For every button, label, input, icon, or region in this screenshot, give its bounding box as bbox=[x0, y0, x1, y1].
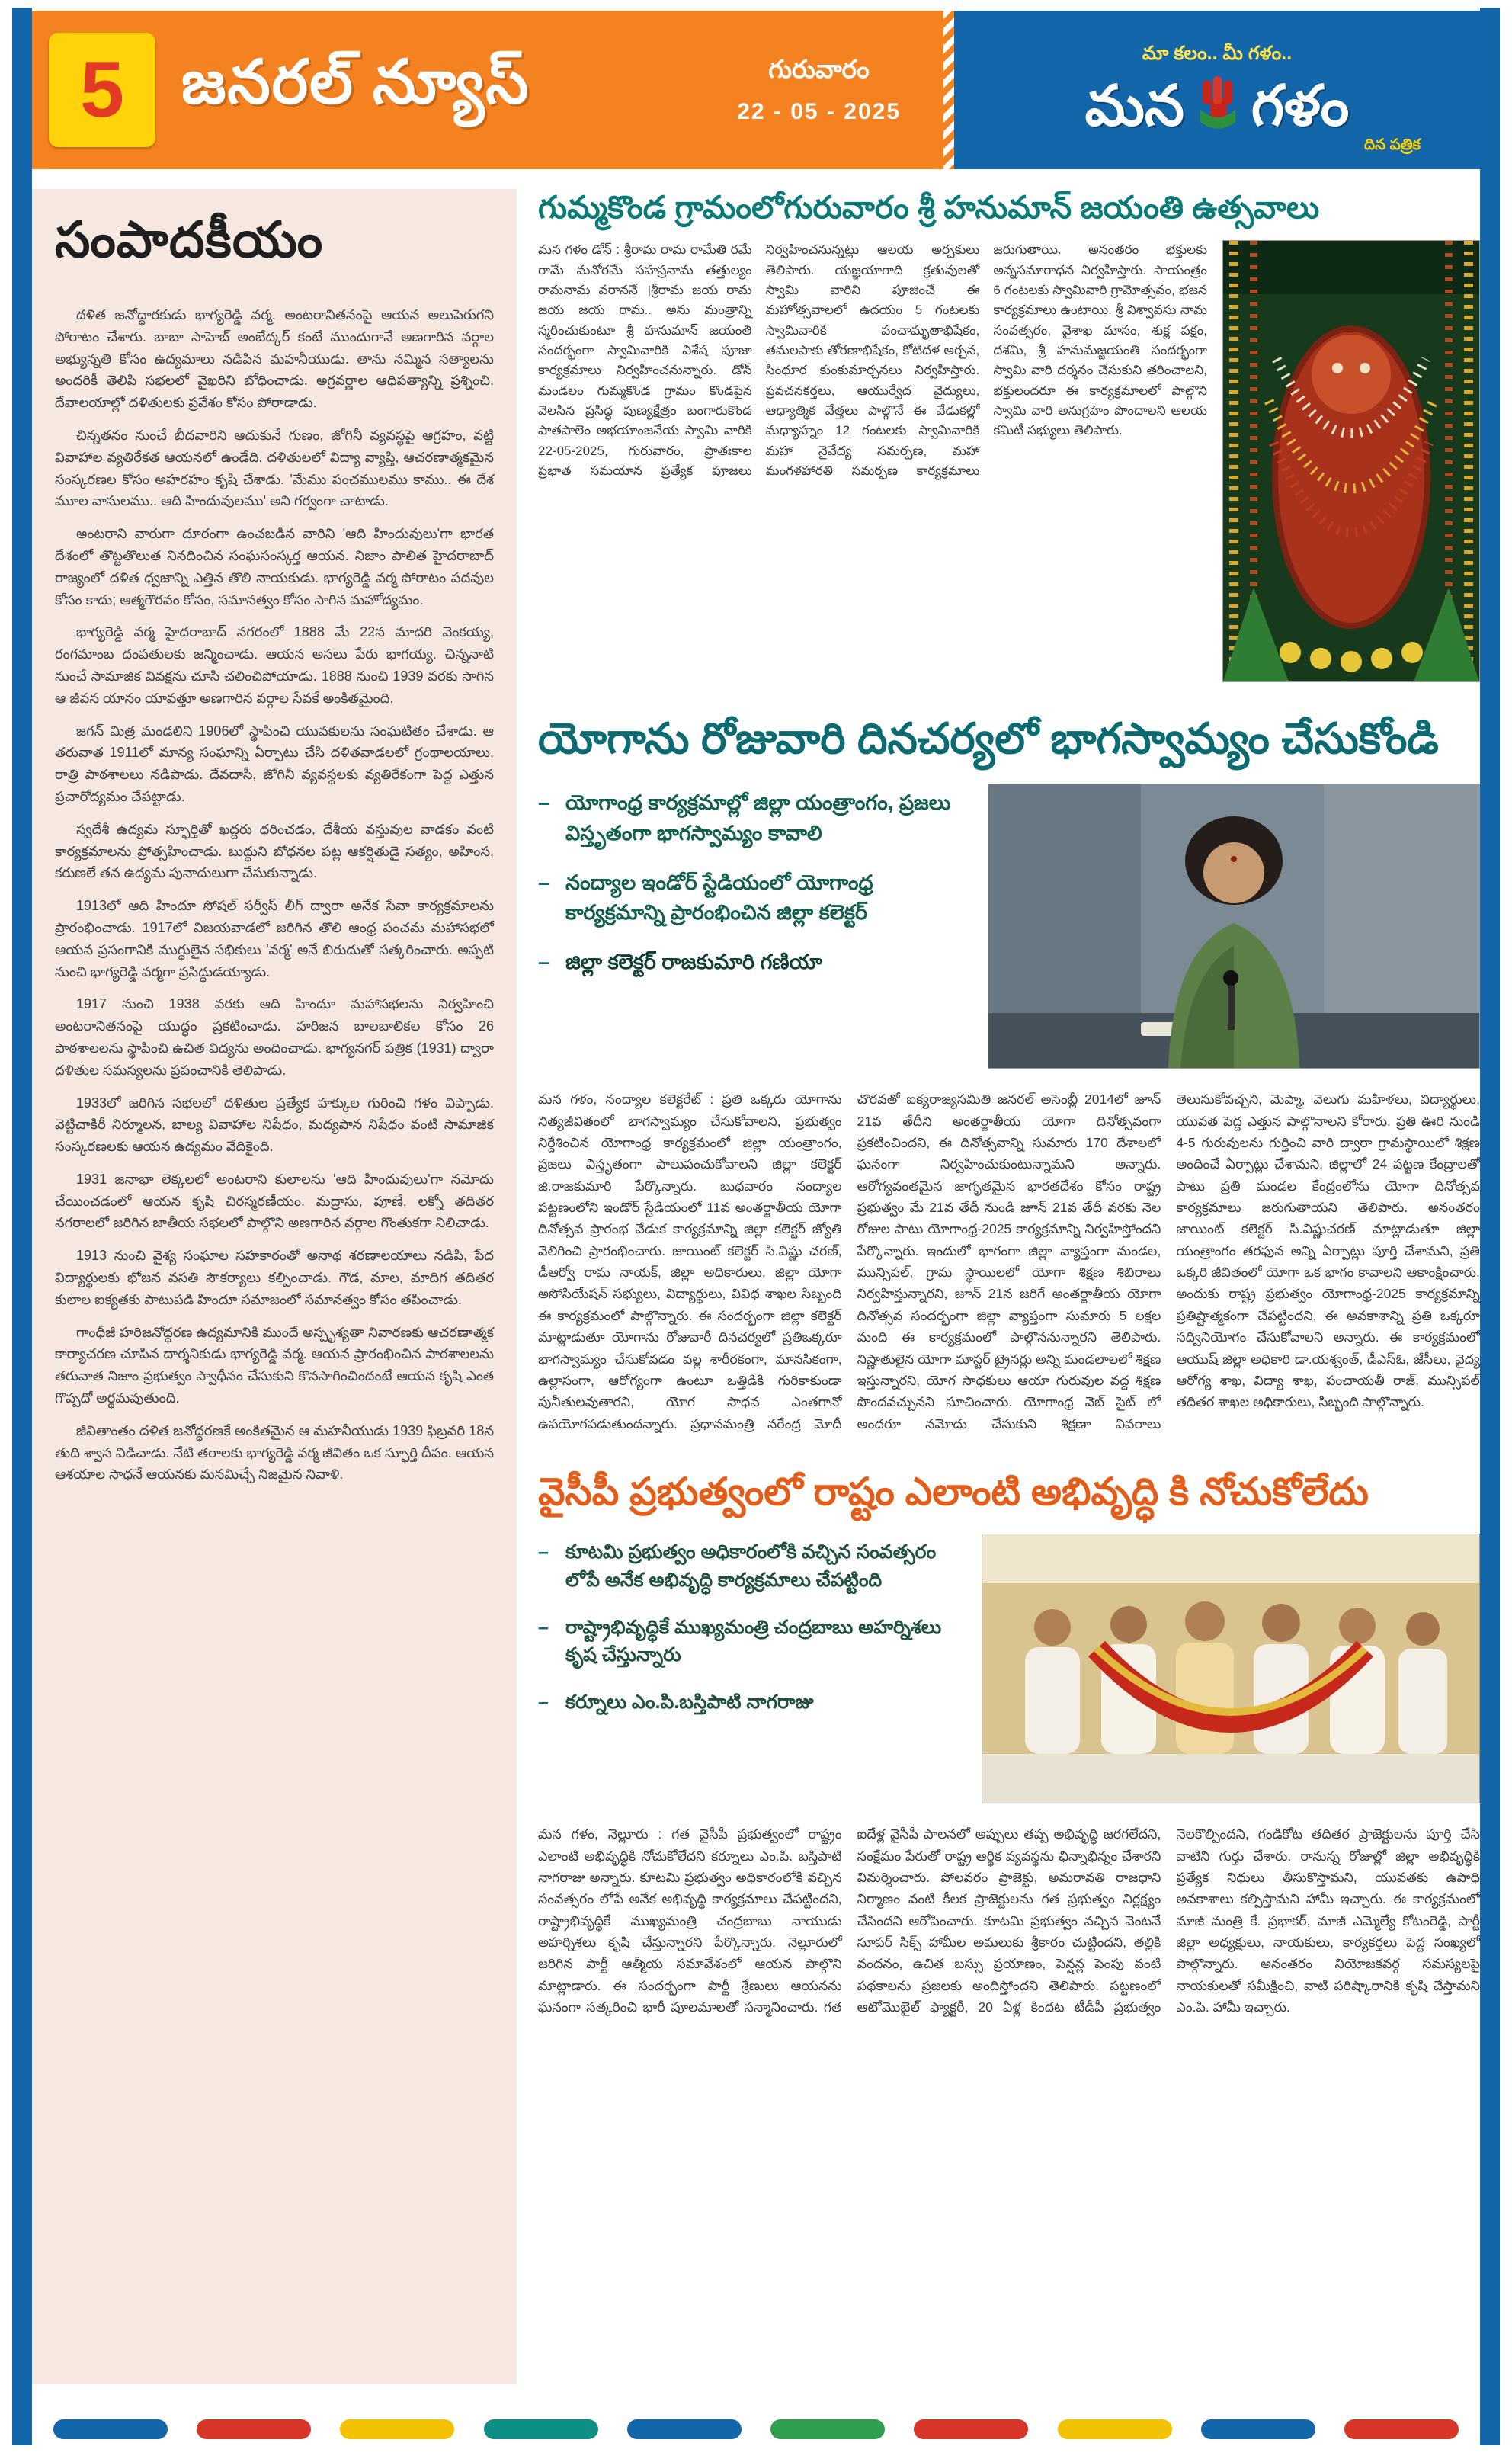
logo-word-left: మన bbox=[1084, 73, 1184, 137]
paragraph: దళిత జనోద్ధారకుడు భాగ్యరెడ్డి వర్మ. అంటరానితనంపై ఆయన అలుపెరుగని పోరాటం చేశారు. బాబా సాహెబ్ అంబేద్కర్ కంటే ముందుగానే అణగారిన వర్గాల అభ్యున్నతి కోసం ఉద్యమాలు నడిపిన మహనీయుడు. తాను నమ్మిన సత్యాలను అందరికీ తెలిపి సభలలో వైఖరిని బోధించాడు. అగ్రవర్ణాల ఆధిపత్యాన్ని ప్రశ్నించి, దేవాలయాల్లో దళితులకు ప్రవేశం కోసం పోరాడాడు. bbox=[55, 307, 494, 411]
masthead-date bbox=[737, 55, 901, 125]
article2-headline: యోగాను రోజువారి దినచర్యలో భాగస్వామ్యం చేసుకోండి bbox=[538, 714, 1439, 763]
article3-bullets bbox=[538, 1538, 963, 1736]
paragraph: 1933లో జరిగిన సభలలో దళితుల ప్రత్యేక హక్కుల గురించి గళం విప్పాడు. వెట్టిచాకిరీ నిర్మూలన, బాల్య వివాహాల నిషేధం, మద్యపాన నిషేధం వంటి సామాజిక సంస్కరణలకు ఆయన ఉద్యమం వేదికైంది. bbox=[55, 1095, 494, 1155]
footer-pill bbox=[770, 2419, 885, 2439]
paragraph: గాంధీజీ హరిజనోద్ధరణ ఉద్యమానికి ముందే అస్పృశ్యతా నివారణకు ఆచరణాత్మక కార్యాచరణ చూపిన దార్శనికుడు భాగ్యరెడ్డి వర్మ. ఆయన ప్రారంభించిన పాఠశాలలను తరువాత నిజాం ప్రభుత్వం స్వాధీనం చేసుకుని కొనసాగించిందంటే ఆయన కృషి ఎంత గొప్పదో అర్థమవుతుంది. bbox=[55, 1324, 494, 1406]
article-ycp-criticism bbox=[538, 1468, 1480, 2018]
article-hanuman-jayanti bbox=[538, 189, 1480, 682]
article1-headline: గుమ్మకొండ గ్రామంలోగురువారం శ్రీ హనుమాన్ జయంతి ఉత్సవాలు bbox=[538, 190, 1320, 225]
paragraph: జీవితాంతం దళిత జనోద్ధరణకే అంకితమైన ఆ మహనీయుడు 1939 ఫిబ్రవరి 18న తుది శ్వాస విడిచాడు. నేటి తరాలకు భాగ్యరెడ్డి వర్మ జీవితం ఒక స్ఫూర్తి దీపం. ఆయన ఆశయాల సాధనే ఆయనకు మనమిచ్చే నిజమైన నివాళి. bbox=[55, 1422, 494, 1483]
footer-pill bbox=[1344, 2419, 1459, 2439]
paragraph: 1913లో ఆది హిందూ సోషల్ సర్వీస్ లీగ్ ద్వారా అనేక సేవా కార్యక్రమాలను ప్రారంభించాడు. 1917లో విజయవాడలో జరిగిన తొలి ఆంధ్ర పంచమ మహాసభలో ఆయన ప్రసంగానికి ముగ్ధులైన సభికులు 'వర్మ' అనే బిరుదుతో సత్కరించారు. అప్పటి నుంచి భాగ్యరెడ్డి వర్మగా ప్రసిద్ధుడయ్యాడు. bbox=[55, 898, 494, 979]
footer-pill bbox=[1058, 2419, 1172, 2439]
paragraph: జగన్ మిత్ర మండలిని 1906లో స్థాపించి యువకులను సంఘటితం చేశాడు. ఆ తరువాత 1911లో మాన్య సంఘాన్ని ఏర్పాటు చేసి దళితవాడలలో గ్రంథాలయాలు, రాత్రి పాఠశాలలు నడిపాడు. దేవదాసీ, జోగినీ వ్యవస్థలకు వ్యతిరేకంగా పెద్ద ఎత్తున ప్రచారోద్యమం చేపట్టాడు. bbox=[55, 723, 494, 804]
bullet-item: – కూటమి ప్రభుత్వం అధికారంలోకి వచ్చిన సంవత్సరం లోపే అనేక అభివృద్ధి కార్యక్రమాలు చేపట్టింది bbox=[538, 1538, 963, 1594]
bullet-item: – రాష్ట్రాభివృద్ధికే ముఖ్యమంత్రి చంద్రబాబు అహర్నిశలు కృష చేస్తున్నారు bbox=[538, 1614, 963, 1669]
editorial-heading: సంపాదకీయం bbox=[55, 211, 324, 268]
paragraph: 1913 నుంచి వైశ్య సంఘాల సహకారంతో అనాథ శరణాలయాలు నడిపి, పేద విద్యార్థులకు భోజన వసతి సౌకర్యాలు కల్పించాడు. గౌడ, మాల, మాదిగ తదితర కులాల ఐక్యతకు పాటుపడి హిందూ సమాజంలో సమానత్వం కోసం తపించాడు. bbox=[55, 1248, 494, 1307]
right-border-bar bbox=[1480, 8, 1500, 2445]
article2-bullets bbox=[538, 788, 969, 997]
district-collector-photo bbox=[988, 784, 1480, 1069]
article1-body: మన గళం డోన్ : శ్రీరామ రామ రామేతి రమే రామే మనోరమే సహస్రనామ తత్తుల్యం రామనామ వరాననే ।శ్రీరామ జయ రామ జయ జయ రామ.. అను మంత్రాన్ని స్మరించుకుంటూ శ్రీ హనుమాన్ జయంతి సందర్భంగా స్వామివారికి విశేష పూజా కార్యక్రమాలు నిర్వహించనున్నారు. డోన్ మండలం గుమ్మకొండ గ్రామం కొండపైన వెలసిన ప్రసిద్ధ పుణ్యక్షేత్రం బంగారుకొండ పాతపాలెం అభయాంజనేయ స్వామి వారికి 22-05-2025, గురువారం, ప్రాతఃకాల ప్రభాత సమయాన ప్రత్యేక పూజలు నిర్వహించనున్నట్లు ఆలయ అర్చకులు తెలిపారు. యజ్ఞయాగాది క్రతువులతో స్వామి వారిని పూజించే ఈ మహోత్సవాలలో ఉదయం 5 గంటలకు స్వామివారికి పంచామృతాభిషేకం, తమలపాకు తోరణాభిషేకం, కోటిదళ అర్చన, సింధూర కుంకుమార్చనలు నిర్వహిస్తారు. ప్రవచనకర్తలు, ఆయుర్వేద వైద్యులు, ఆధ్యాత్మిక వేత్తలు పాల్గొనే ఈ వేడుకల్లో మధ్యాహ్నం 12 గంటలకు స్వామివారికి మహా నైవేద్య సమర్పణ, మహా మంగళహారతి సమర్పణ కార్యక్రమాలు జరుగుతాయి. అనంతరం భక్తులకు అన్నసమారాధన నిర్వహిస్తారు. సాయంత్రం 6 గంటలకు స్వామివారి గ్రామోత్సవం, భజన కార్యక్రమాలు ఉంటాయి. శ్రీ విశ్వావసు నామ సంవత్సరం, వైశాఖ మాసం, శుక్ల పక్షం, దశమి, శ్రీ హనుమజ్జయంతి సందర్భంగా స్వామి వారి దర్శనం చేసుకుని తరించాలని, భక్తులందరూ ఈ కార్యక్రమాలలో పాల్గొని స్వామి వారి అనుగ్రహం పొందాలని ఆలయ కమిటీ సభ్యులు తెలిపారు. bbox=[538, 242, 1207, 478]
paragraph: అంటరాని వారుగా దూరంగా ఉంచబడిన వారిని 'ఆది హిందువులు'గా భారత దేశంలో తొట్టతొలుత నినదించిన సంఘసంస్కర్త ఆయన. నిజాం పాలిత హైదరాబాద్ రాజ్యంలో దళిత ధ్వజాన్ని ఎత్తిన తొలి నాయకుడు. భాగ్యరెడ్డి వర్మ పోరాటం పదవుల కోసం కాదు; ఆత్మగౌరవం కోసం, సమానత్వం కోసం సాగిన మహోద్యమం. bbox=[55, 526, 494, 608]
section-title: జనరల్ న్యూస్ bbox=[181, 48, 530, 116]
footer-pill bbox=[627, 2419, 742, 2439]
article3-body: మన గళం, నెల్లూరు : గత వైసీపీ ప్రభుత్వంలో రాష్ట్రం ఎలాంటి అభివృద్ధికి నోచుకోలేదని కర్నూలు ఎం.పి. బస్తిపాటి నాగరాజు అన్నారు. కూటమి ప్రభుత్వం అధికారంలోకి వచ్చిన సంవత్సరం లోపే అనేక అభివృద్ధి కార్యక్రమాలు చేపట్టిందని, రాష్ట్రాభివృద్ధికే ముఖ్యమంత్రి చంద్రబాబు నాయుడు అహర్నిశలు కృషి చేస్తున్నారని పేర్కొన్నారు. నెల్లూరులో జరిగిన పార్టీ ఆత్మీయ సమావేశంలో ఆయన పాల్గొని మాట్లాడారు. ఈ సందర్భంగా పార్టీ శ్రేణులు ఆయనను ఘనంగా సత్కరించి భారీ పూలమాలతో సన్మానించారు. గత ఐదేళ్ల వైసీపీ పాలనలో అప్పులు తప్ప అభివృద్ధి జరగలేదని, సంక్షేమం పేరుతో రాష్ట్ర ఆర్థిక వ్యవస్థను ఛిన్నాభిన్నం చేశారని విమర్శించారు. పోలవరం ప్రాజెక్టు, అమరావతి రాజధాని నిర్మాణం వంటి కీలక ప్రాజెక్టులను గత ప్రభుత్వం నిర్లక్ష్యం చేసిందని ఆరోపించారు. కూటమి ప్రభుత్వం వచ్చిన వెంటనే సూపర్ సిక్స్ హామీల అమలుకు శ్రీకారం చుట్టిందని, తల్లికి వందనం, ఉచిత బస్సు ప్రయాణం, పెన్షన్ల పెంపు వంటి పథకాలను ప్రజలకు అందిస్తోందని తెలిపారు. పట్టణంలో ఆటోమొబైల్ ఫ్యాక్టరీ, 20 ఏళ్ల కిందట టీడీపీ ప్రభుత్వం నెలకొల్పిందని, గండికోట తదితర ప్రాజెక్టులను పూర్తి చేసి వాటిని గుర్తు చేశారు. రానున్న రోజుల్లో జిల్లా అభివృద్ధికి ప్రత్యేక నిధులు తీసుకొస్తామని, యువతకు ఉపాధి అవకాశాలు కల్పిస్తామని హామీ ఇచ్చారు. ఈ కార్యక్రమంలో మాజీ మంత్రి కే. ప్రభాకర్, మాజీ ఎమ్మెల్యే కోటంరెడ్డి, పార్టీ జిల్లా అధ్యక్షులు, నాయకులు, కార్యకర్తలు పెద్ద సంఖ్యలో పాల్గొన్నారు. అనంతరం నియోజకవర్గ సమస్యలపై నాయకులతో సమీక్షించి, వాటి పరిష్కారానికి కృషి చేస్తామని ఎం.పి. హామీ ఇచ్చారు. bbox=[538, 1826, 1480, 2015]
footer-pill bbox=[484, 2419, 598, 2439]
date-label: 22 - 05 - 2025 bbox=[737, 99, 901, 124]
footer-pill bbox=[1201, 2419, 1315, 2439]
footer-pill bbox=[53, 2419, 168, 2439]
masthead-orange-band bbox=[32, 11, 943, 169]
article-yogandhra bbox=[538, 713, 1480, 1435]
weekday-label: గురువారం bbox=[768, 55, 870, 83]
hanuman-idol-photo bbox=[1222, 240, 1480, 682]
paper-logo bbox=[1085, 74, 1350, 137]
logo-word-right: గళం bbox=[1251, 73, 1350, 137]
footer-pill bbox=[914, 2419, 1028, 2439]
page-number-box bbox=[49, 33, 155, 147]
article3-headline: వైసీపీ ప్రభుత్వంలో రాష్టం ఎలాంటి అభివృద్ధి కి నోచుకోలేదు bbox=[538, 1470, 1369, 1513]
footer-pill bbox=[340, 2419, 454, 2439]
mp-felicitation-photo bbox=[982, 1534, 1480, 1803]
article2-body: మన గళం, నంద్యాల కలెక్టరేట్ : ప్రతి ఒక్కరు యోగాను నిత్యజీవితంలో భాగస్వామ్యం చేసుకోవాలని, ప్రభుత్వం నిర్దేశించిన యోగాంధ్ర కార్యక్రమంలో జిల్లా యంత్రాంగం, ప్రజలు విస్తృతంగా పాలుపంచుకోవాలని జిల్లా కలెక్టర్ జి.రాజకుమారి పేర్కొన్నారు. బుధవారం నంద్యాల పట్టణంలోని ఇండోర్ స్టేడియంలో 11వ అంతర్జాతీయ యోగా దినోత్సవ ప్రారంభ వేడుక కార్యక్రమాన్ని జిల్లా కలెక్టర్ జ్యోతి వెలిగించి ప్రారంభించారు. జాయింట్ కలెక్టర్ సి.విష్ణు చరణ్, డీఆర్వో రామ నాయక్, జిల్లా అధికారులు, జిల్లా యోగా అసోసియేషన్ సభ్యులు, విద్యార్థులు, వివిధ శాఖల సిబ్బంది ఈ కార్యక్రమంలో పాల్గొన్నారు. ఈ సందర్భంగా జిల్లా కలెక్టర్ మాట్లాడుతూ యోగాను రోజువారీ దినచర్యలో ప్రతిఒక్కరూ భాగస్వామ్యం చేసుకోవడం వల్ల శారీరకంగా, మానసికంగా, ఉల్లాసంగా, ఆరోగ్యంగా ఉంటూ ఒత్తిడికి గురికాకుండా పునీతులవుతారని, యోగ సాధన ఎంతగానో ఉపయోగపడుతుందన్నారు. ప్రధానమంత్రి నరేంద్ర మోదీ చొరవతో ఐక్యరాజ్యసమితి జనరల్ అసెంబ్లీ 2014లో జూన్ 21వ తేదీని అంతర్జాతీయ యోగా దినోత్సవంగా ప్రకటించిందని, ఈ దినోత్సవాన్ని సుమారు 170 దేశాలలో ఘనంగా నిర్వహించుకుంటున్నామని అన్నారు. ఆరోగ్యవంతమైన జాగృతమైన భారతదేశం కోసం రాష్ట్ర ప్రభుత్వం మే 21వ తేదీ నుండి జూన్ 21వ తేదీ వరకు నెల రోజుల పాటు యోగాంధ్ర-2025 కార్యక్రమాన్ని నిర్వహిస్తోందని పేర్కొన్నారు. ఇందులో భాగంగా జిల్లా వ్యాప్తంగా మండల, మున్సిపల్, గ్రామ స్థాయిలలో యోగా శిక్షణ శిబిరాలు నిర్వహిస్తున్నారని, జూన్ 21న జరిగే అంతర్జాతీయ యోగా దినోత్సవ సందర్భంగా జిల్లా వ్యాప్తంగా సుమారు 5 లక్షల మంది ఈ కార్యక్రమంలో పాల్గొననున్నారని తెలిపారు. నిష్ణాతులైన యోగా మాస్టర్ ట్రైనర్లు అన్ని మండలాలలో శిక్షణ ఇస్తున్నారని, యోగ సాధకులు ఆయా గురువుల వద్ద శిక్షణ పొందవచ్చునని సూచించారు. యోగాంధ్ర వెబ్ సైట్ లో అందరూ నమోదు చేసుకుని శిక్షణా వివరాలు తెలుసుకోవచ్చని, మెప్మా, వెలుగు మహిళలు, విద్యార్థులు, యువత పెద్ద ఎత్తున పాల్గొనాలని కోరారు. ప్రతి ఊరి నుండి 4-5 గురువులను గుర్తించి వారి ద్వారా గ్రామస్థాయిలో శిక్షణ అందించే ఏర్పాట్లు చేశామని, జిల్లాలో 24 పట్టణ కేంద్రాలతో పాటు ప్రతి మండల కేంద్రంలోను యోగా దినోత్సవ కార్యక్రమాలు జరుగుతాయని తెలిపారు. అనంతరం జాయింట్ కలెక్టర్ సి.విష్ణుచరణ్ మాట్లాడుతూ జిల్లా యంత్రాంగం తరఫున అన్ని ఏర్పాట్లు పూర్తి చేశామని, ప్రతి ఒక్కరి జీవితంలో యోగా ఒక భాగం కావాలని ఆకాంక్షించారు. అందుకు రాష్ట్ర ప్రభుత్వం యోగాంధ్ర-2025 కార్యక్రమాన్ని ప్రతిష్టాత్మకంగా చేపట్టిందని, ఈ అవకాశాన్ని ప్రతి ఒక్కరూ సద్వినియోగం చేసుకోవాలని అన్నారు. ఈ కార్యక్రమంలో ఆయుష్ జిల్లా అధికారి డా.యశ్వంత్, డీఎస్ఓ, జేసీలు, వైద్య ఆరోగ్య శాఖ, విద్యా శాఖ, పంచాయతీ రాజ్, మున్సిపల్ తదితర శాఖల అధికారులు, సిబ్బంది పాల్గొన్నారు. bbox=[538, 1092, 1480, 1431]
masthead bbox=[32, 11, 1480, 169]
page-body bbox=[32, 189, 1480, 2400]
paragraph: చిన్నతనం నుంచే బీదవారిని ఆదుకునే గుణం, జోగినీ వ్యవస్థపై ఆగ్రహం, వట్టి వివాహాల వ్యతిరేకత ఆయనలో ఉండేది. దళితులలో విద్యా వ్యాప్తి, ఆచరణాత్మకమైన సంస్కరణల కోసం అహరహం కృషి చేశాడు. 'మేము పంచములము కాము.. ఈ దేశ మూల వాసులము.. ఆది హిందువులము' అని గర్వంగా చాటాడు. bbox=[55, 427, 494, 509]
news-column bbox=[538, 189, 1480, 2018]
bullet-item: – నంద్యాల ఇండోర్ స్టేడియంలో యోగాంధ్ర కార్యక్రమాన్ని ప్రారంభించిన జిల్లా కలెక్టర్ bbox=[538, 868, 969, 928]
editorial-column bbox=[32, 189, 517, 2384]
left-border-bar bbox=[12, 8, 32, 2445]
paragraph: భాగ్యరెడ్డి వర్మ హైదరాబాద్ నగరంలో 1888 మే 22న మాదరి వెంకయ్య, రంగమాంబ దంపతులకు జన్మించాడు. ఆయన అసలు పేరు భాగయ్య. చిన్ననాటి నుంచే సామాజిక వివక్షను చూసి చలించిపోయాడు. 1888 నుంచి 1939 వరకు సాగిన ఆ జీవన యానం యావత్తూ అణగారిన వర్గాల సేవకే అంకితమైంది. bbox=[55, 624, 494, 706]
paragraph: స్వదేశీ ఉద్యమ స్ఫూర్తితో ఖద్దరు ధరించడం, దేశీయ వస్తువుల వాడకం వంటి కార్యక్రమాలను ప్రోత్సహించాడు. బుద్ధుని బోధనల పట్ల ఆకర్షితుడై సత్యం, అహింస, కరుణలే తన ఉద్యమ పునాదులుగా చేసుకున్నాడు. bbox=[55, 821, 494, 881]
bullet-item: – యోగాంధ్ర కార్యక్రమాల్లో జిల్లా యంత్రాంగం, ప్రజలు విస్తృతంగా భాగస్వామ్యం కావాలి bbox=[538, 788, 969, 848]
masthead-logo-band bbox=[954, 11, 1480, 169]
page-number: 5 bbox=[80, 46, 124, 134]
paragraph: 1931 జనాభా లెక్కలలో అంటరాని కులాలను 'ఆది హిందువులు'గా నమోదు చేయించడంలో ఆయన కృషి చిరస్మరణీయం. మద్రాసు, పూణే, లక్నో తదితర నగరాలలో జరిగిన జాతీయ సభలలో పాల్గొని అణగారిన వర్గాల గొంతుకగా నిలిచాడు. bbox=[55, 1171, 494, 1231]
fist-icon bbox=[1193, 74, 1242, 137]
tagline: మా కలం.. మీ గళం.. bbox=[1142, 43, 1293, 64]
footer-pill bbox=[197, 2419, 311, 2439]
byline-item: – జిల్లా కలెక్టర్ రాజకుమారి గణియా bbox=[538, 947, 969, 977]
editorial-body bbox=[55, 304, 494, 1486]
paragraph: 1917 నుంచి 1938 వరకు ఆది హిందూ మహాసభలను నిర్వహించి అంటరానితనంపై యుద్ధం ప్రకటించాడు. హరిజన బాలబాలికల కోసం 26 పాఠశాలలను స్థాపించి ఉచిత విద్యను అందించాడు. భాగ్యనగర్ పత్రిక (1931) ద్వారా దళితుల సమస్యలను ప్రపంచానికి తెలిపాడు. bbox=[55, 996, 494, 1078]
footer-decoration bbox=[53, 2419, 1459, 2439]
logo-subtitle: దిన పత్రిక bbox=[1363, 136, 1421, 153]
masthead-divider bbox=[943, 11, 954, 169]
byline-item: – కర్నూలు ఎం.పి.బస్తిపాటి నాగరాజు bbox=[538, 1688, 963, 1716]
